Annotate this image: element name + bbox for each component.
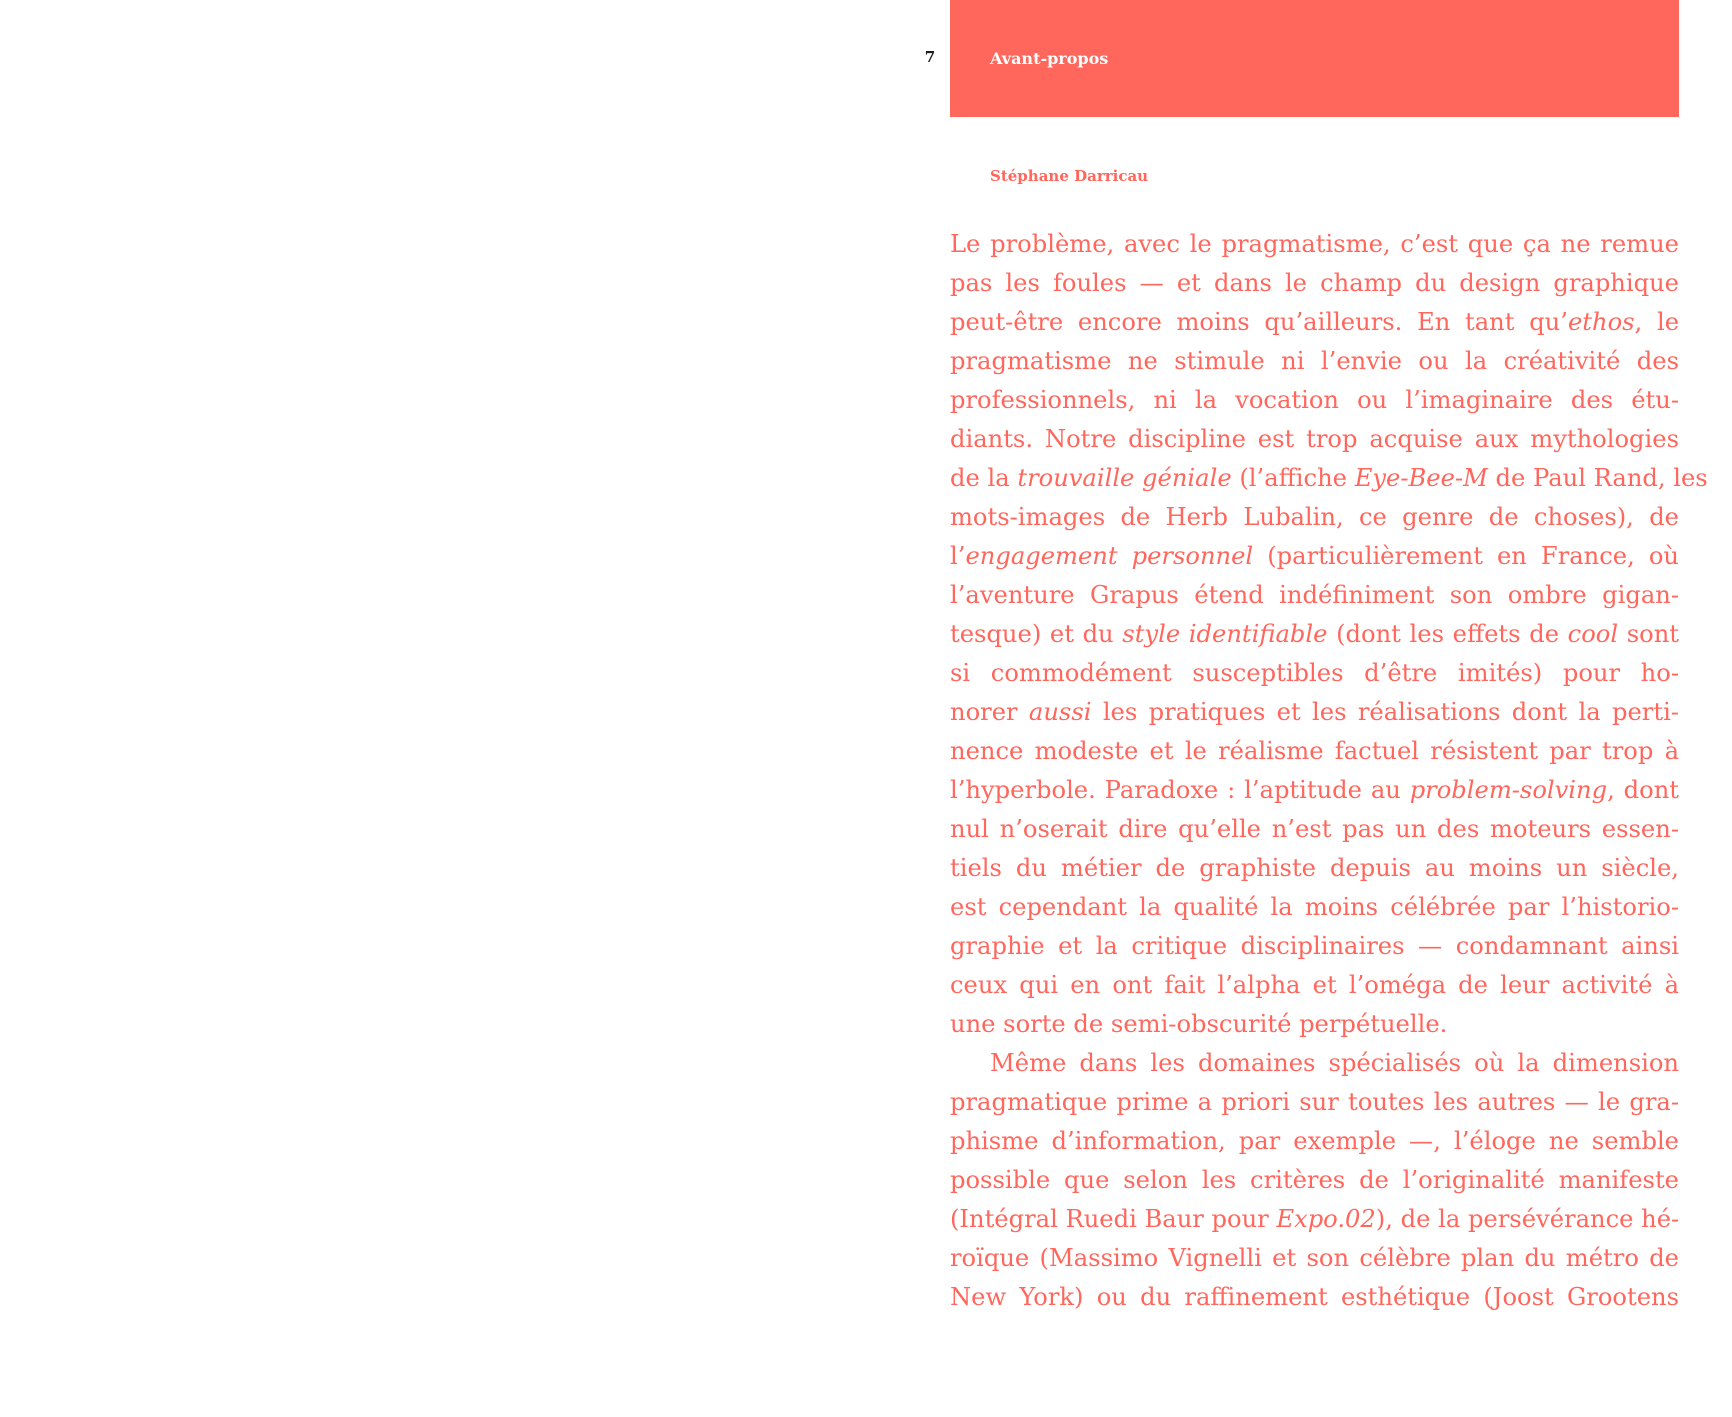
body-line (950, 888, 1679, 927)
body-line (950, 810, 1679, 849)
italic-term: aussi (1028, 698, 1092, 726)
text-run: les pratiques et les réalisations dont la perti- (1091, 698, 1679, 726)
italic-term: style identifiable (1122, 620, 1328, 648)
body-line (950, 264, 1679, 303)
text-run: de Paul Rand, les (1487, 464, 1708, 492)
author-name: Stéphane Darricau (990, 167, 1149, 185)
body-line (950, 381, 1679, 420)
text-run: (particulièrement en France, où (1253, 542, 1679, 570)
text-run: si commodément susceptibles d’être imités) pour ho- (950, 659, 1679, 687)
body-line (950, 342, 1679, 381)
body-line (950, 966, 1679, 1005)
body-line (950, 1278, 1679, 1317)
italic-term: trouvaille géniale (1017, 464, 1232, 492)
text-run: tiels du métier de graphiste depuis au moins un siècle, (950, 854, 1679, 882)
text-run: Le problème, avec le pragmatisme, c’est que ça ne remue (950, 230, 1679, 258)
text-run: mots-images de Herb Lubalin, ce genre de choses), de (950, 503, 1679, 531)
italic-term: Expo.02 (1276, 1205, 1376, 1233)
italic-term: ethos (1567, 308, 1635, 336)
text-run: l’aventure Grapus étend indéfiniment son ombre gigan- (950, 581, 1679, 609)
body-line (950, 1005, 1679, 1044)
body-line (950, 1239, 1679, 1278)
text-run: l’ (950, 542, 966, 570)
italic-term: Eye-Bee-M (1354, 464, 1488, 492)
text-run: peut-être encore moins qu’ailleurs. En tant qu’ (950, 308, 1568, 336)
body-line (950, 420, 1679, 459)
body-line (950, 615, 1679, 654)
body-line (950, 771, 1679, 810)
text-run: nence modeste et le réalisme factuel résistent par trop à (950, 737, 1679, 765)
text-run: ), de la persévérance hé- (1375, 1205, 1680, 1233)
text-run: diants. Notre discipline est trop acquise aux mythologies (950, 425, 1679, 453)
body-line (950, 459, 1708, 498)
body-line (950, 1044, 1679, 1083)
text-run: (Intégral Ruedi Baur pour (950, 1205, 1277, 1233)
body-line (950, 225, 1679, 264)
italic-term: problem-solving (1409, 776, 1608, 804)
body-line (950, 927, 1679, 966)
body-line (950, 1161, 1679, 1200)
body-text (950, 225, 1708, 1317)
text-run: , le (1634, 308, 1680, 336)
text-run: possible que selon les critères de l’originalité manifeste (950, 1166, 1679, 1194)
body-line (950, 498, 1679, 537)
text-run: ceux qui en ont fait l’alpha et l’oméga de leur activité à (950, 971, 1679, 999)
page-number: 7 (924, 48, 936, 66)
text-run: professionnels, ni la vocation ou l’imaginaire des étu- (950, 386, 1679, 414)
body-line (950, 1200, 1679, 1239)
italic-term: engagement personnel (965, 542, 1254, 570)
body-line (950, 693, 1679, 732)
body-line (950, 849, 1679, 888)
italic-term: cool (1567, 620, 1619, 648)
body-line (950, 1122, 1679, 1161)
text-run: graphie et la critique disciplinaires — condamnant ainsi (950, 932, 1679, 960)
text-run: phisme d’information, par exemple —, l’éloge ne semble (950, 1127, 1679, 1155)
text-run: de la (950, 464, 1018, 492)
body-line (950, 1083, 1679, 1122)
text-run: norer (950, 698, 1029, 726)
text-run: sont (1618, 620, 1679, 648)
text-run: une sorte de semi-obscurité perpétuelle. (950, 1010, 1448, 1038)
text-run: est cependant la qualité la moins célébrée par l’historio- (950, 893, 1679, 921)
text-run: (l’affiche (1231, 464, 1355, 492)
body-line (950, 576, 1679, 615)
text-run: roïque (Massimo Vignelli et son célèbre plan du métro de (950, 1244, 1679, 1272)
body-line (950, 732, 1679, 771)
text-run: tesque) et du (950, 620, 1123, 648)
text-run: pragmatisme ne stimule ni l’envie ou la créativité des (950, 347, 1679, 375)
text-run: Même dans les domaines spécialisés où la dimension (990, 1049, 1679, 1077)
text-run: nul n’oserait dire qu’elle n’est pas un des moteurs essen- (950, 815, 1679, 843)
text-run: pragmatique prime a priori sur toutes les autres — le gra- (950, 1088, 1679, 1116)
text-run: , dont (1607, 776, 1679, 804)
body-line (950, 303, 1679, 342)
section-title: Avant-propos (990, 49, 1109, 68)
text-run: pas les foules — et dans le champ du design graphique (950, 269, 1679, 297)
body-line (950, 537, 1679, 576)
text-run: (dont les effets de (1327, 620, 1568, 648)
text-run: l’hyperbole. Paradoxe : l’aptitude au (950, 776, 1410, 804)
body-line (950, 654, 1679, 693)
text-run: New York) ou du raffinement esthétique (Joost Grootens (950, 1283, 1679, 1311)
